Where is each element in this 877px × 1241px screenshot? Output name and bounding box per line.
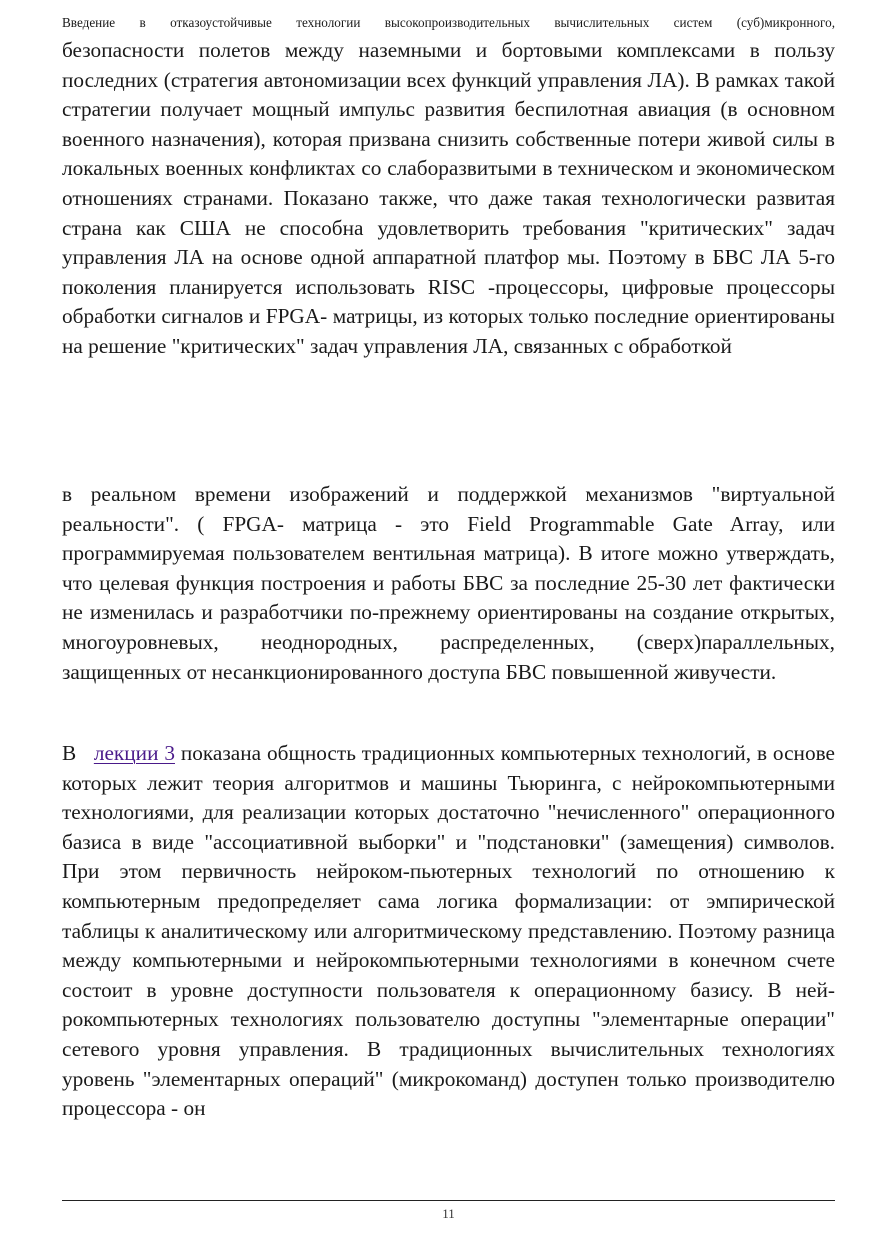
lecture-3-link[interactable]: лекции 3 <box>93 741 175 765</box>
footer-divider <box>62 1200 835 1201</box>
paragraph-3 <box>62 739 835 1124</box>
paragraph-1: безопасности полетов между наземными и бортовыми комплексами в пользу последних (стратегия автономизации всех функций управления ЛА). В рамках такой стратегии получает мощный импульс развития беспилотная авиация (в основном военного назначения), которая призвана снизить собственные потери живой силы в локальных военных конфликтах со слаборазвитыми в техническом и экономическом отношениях странами. Показано также, что даже такая технологически развитая страна как США не способна удовлетворить требования "критических" задач управления ЛА на основе одной аппаратной платфор мы. Поэтому в БВС ЛА 5-го поколения планируется использовать RISC -процессоры, цифровые процессоры обработки сигналов и FPGA- матрицы, из которых только последние ориентированы на решение "критических" задач управления ЛА, связанных с обработкой <box>62 38 835 358</box>
running-header: Введение в отказоустойчивые технологии высокопроизводительных вычислительных систем (суб)микронного, <box>62 15 835 30</box>
page-number: 11 <box>442 1206 455 1221</box>
paragraph-3-lead: В <box>62 741 77 765</box>
paragraph-3-text: показана общность традиционных компьютерных технологий, в основе которых лежит теория алгоритмов и машины Тьюринга, с нейрокомпьютерными технологиями, для реализации которых достаточно "нечисленного" операционного базиса в виде "ассоциативной выборки" и "подстановки" (замещения) символов. При этом первичность нейроком-пьютерных технологий по отношению к компьютерным предопределяет сама логика формализации: от эмпирической таблицы к аналитическому или алгоритмическому представлению. Поэтому разница между компьютерными и нейрокомпьютерными технологиями в конечном счете состоит в уровне доступности пользователя к операционному базису. В ней-рокомпьютерных технологиях пользователю доступны "элементарные операции" сетевого уровня управления. В традиционных вычислительных технологиях уровень "элементарных операций" (микрокоманд) доступен только производителю процессора - он <box>62 741 835 1121</box>
paragraph-2: в реальном времени изображений и поддержкой механизмов "виртуальной реальности". ( FPGA- матрица - это Field Programmable Gate Array, или программируемая пользователем вентильная матрица). В итоге можно утверждать, что целевая функция построения и работы БВС за последние 25-30 лет фактически не изменилась и разработчики по-прежнему ориентированы на создание открытых, многоуровневых, неоднородных, распределенных, (сверх)параллельных, защищенных от несанкционированного доступа БВС повышенной живучести. <box>62 482 835 684</box>
